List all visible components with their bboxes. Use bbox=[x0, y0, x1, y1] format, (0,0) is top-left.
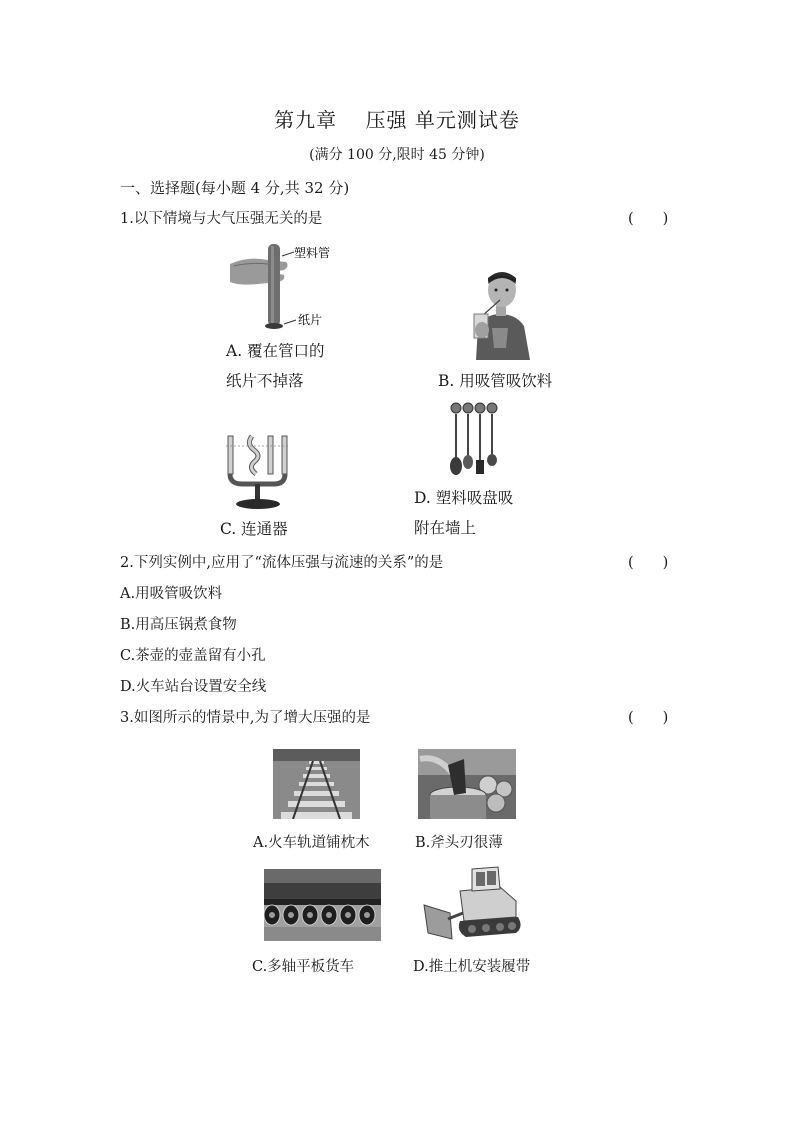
q1-option-d-line2: 附在墙上 bbox=[414, 519, 477, 537]
q3-option-c: C.多轴平板货车 bbox=[252, 959, 355, 975]
q3-figure-a bbox=[273, 749, 360, 819]
q3-option-a: A.火车轨道铺枕木 bbox=[253, 835, 370, 851]
q1-figure-d bbox=[448, 402, 500, 478]
q2-stem: 2.下列实例中,应用了“流体压强与流速的关系”的是 bbox=[120, 555, 444, 571]
q1-option-c: C. 连通器 bbox=[220, 520, 288, 538]
q3-figure-d bbox=[420, 861, 524, 943]
q1-option-d-line1: D. 塑料吸盘吸 bbox=[414, 489, 514, 507]
q3-stem: 3.如图所示的情景中,为了增大压强的是 bbox=[120, 710, 371, 726]
q2-answer-paren: ( ) bbox=[628, 555, 669, 571]
q1-stem: 1.以下情境与大气压强无关的是 bbox=[120, 211, 323, 227]
q3-answer-paren: ( ) bbox=[628, 710, 669, 726]
q2-option-b: B.用高压锅煮食物 bbox=[120, 617, 237, 633]
q2-option-d: D.火车站台设置安全线 bbox=[120, 679, 267, 695]
section-heading: 一、选择题(每小题 4 分,共 32 分) bbox=[120, 179, 350, 197]
q3-option-d: D.推土机安装履带 bbox=[413, 959, 531, 975]
q1-option-b: B. 用吸管吸饮料 bbox=[438, 372, 553, 390]
q1-figure-a bbox=[228, 242, 348, 332]
tube-label: 塑料管 bbox=[294, 246, 331, 260]
q3-option-b: B.斧头刃很薄 bbox=[415, 835, 503, 851]
paper-label: 纸片 bbox=[298, 313, 323, 327]
q2-option-a: A.用吸管吸饮料 bbox=[120, 586, 223, 602]
page-subtitle: (满分 100 分,限时 45 分钟) bbox=[309, 147, 485, 163]
q1-option-a-line2: 纸片不掉落 bbox=[226, 372, 304, 390]
q1-figure-c bbox=[222, 432, 294, 510]
q1-option-a-line1: A. 覆在管口的 bbox=[226, 342, 325, 360]
q3-figure-b bbox=[418, 749, 516, 819]
q3-figure-c bbox=[264, 869, 381, 941]
q1-figure-b bbox=[468, 268, 534, 360]
page-title: 第九章 压强 单元测试卷 bbox=[274, 108, 520, 132]
q1-answer-paren: ( ) bbox=[628, 211, 669, 227]
q2-option-c: C.茶壶的壶盖留有小孔 bbox=[120, 648, 266, 664]
